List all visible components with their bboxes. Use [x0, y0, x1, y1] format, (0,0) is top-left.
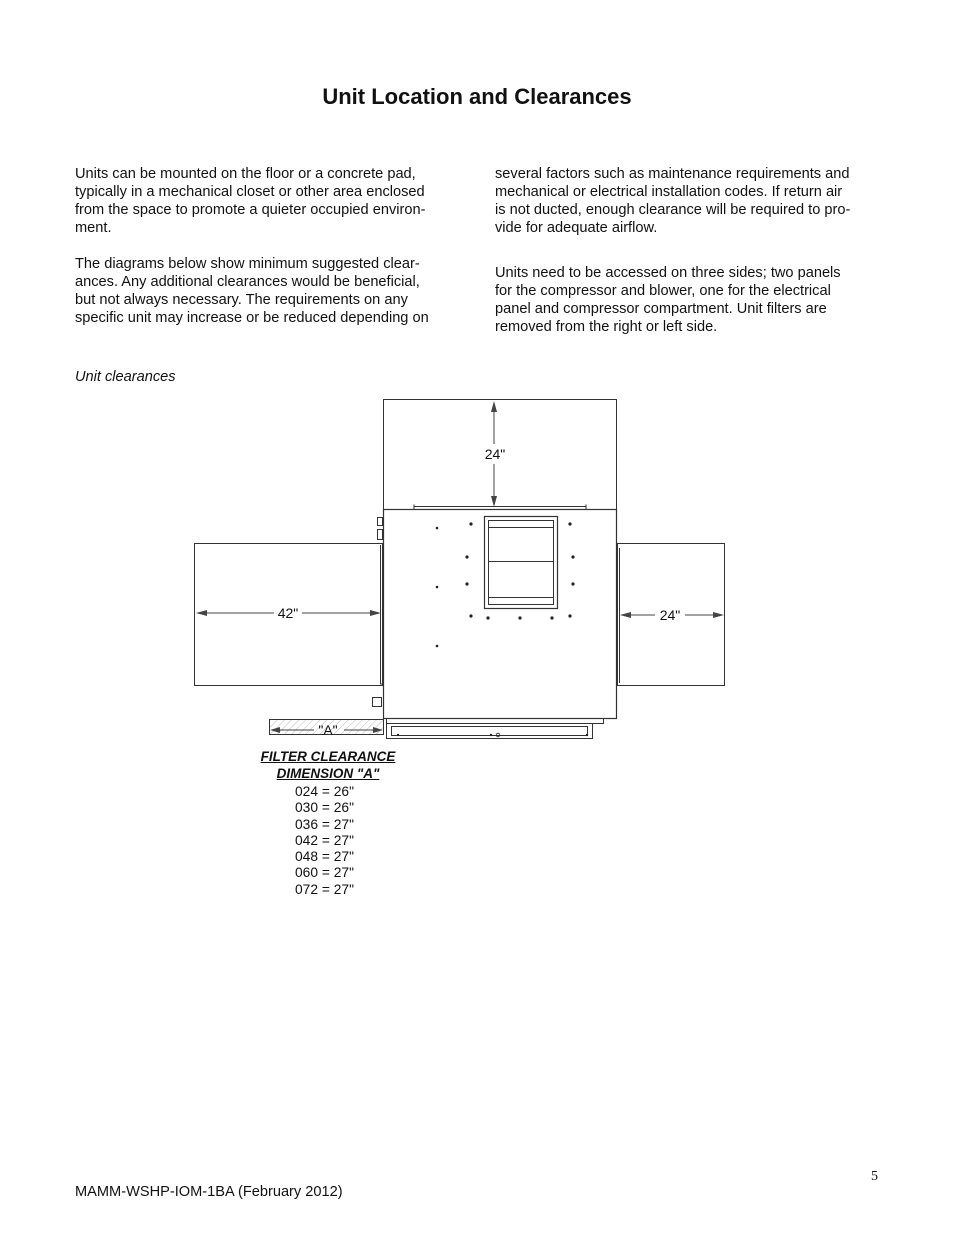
filter-row: 042 = 27": [295, 832, 354, 848]
text-line: ment.: [75, 220, 112, 236]
text-line: The diagrams below show minimum suggested clear-: [75, 256, 420, 272]
text-line: but not always necessary. The requirements on any: [75, 292, 408, 308]
text-line: Units need to be accessed on three sides; two panels: [495, 265, 841, 281]
filter-dimension-list: [295, 784, 354, 898]
page-number: 5: [871, 1169, 878, 1184]
filter-row: 048 = 27": [295, 849, 354, 865]
filter-table-heading-2: DIMENSION "A": [276, 766, 380, 781]
electrical-knockout: [373, 698, 382, 707]
blower-opening: [485, 517, 558, 609]
left-clearance-label: 42": [277, 605, 299, 621]
base-rail: [387, 719, 604, 724]
filter-row: 072 = 27": [295, 881, 354, 897]
text-line: ances. Any additional clearances would be beneficial,: [75, 274, 420, 290]
text-line: Units can be mounted on the floor or a concrete pad,: [75, 166, 416, 182]
text-line: several factors such as maintenance requirements and: [495, 166, 850, 182]
text-line: from the space to promote a quieter occupied environ-: [75, 202, 426, 218]
filter-row: 024 = 26": [295, 784, 354, 799]
document-footer: MAMM-WSHP-IOM-1BA (February 2012): [75, 1184, 343, 1200]
filter-row: 036 = 27": [295, 816, 354, 832]
text-line: typically in a mechanical closet or other area enclosed: [75, 184, 425, 200]
page-title: Unit Location and Clearances: [322, 84, 632, 109]
filter-row: 060 = 27": [295, 865, 354, 881]
text-line: mechanical or electrical installation codes. If return air: [495, 184, 843, 200]
filter-rack: [387, 724, 593, 739]
text-line: is not ducted, enough clearance will be required to pro-: [495, 202, 851, 218]
text-line: removed from the right or left side.: [495, 319, 718, 335]
text-line: vide for adequate airflow.: [495, 220, 658, 236]
unit-body: [384, 510, 617, 719]
text-line: specific unit may increase or be reduced depending on: [75, 310, 429, 326]
text-line: panel and compressor compartment. Unit filters are: [495, 301, 827, 317]
unit-fasteners: [397, 522, 588, 736]
filter-table-heading-1: FILTER CLEARANCE: [260, 749, 396, 764]
top-clearance-label: 24": [484, 446, 506, 462]
text-line: for the compressor and blower, one for the electrical: [495, 283, 831, 299]
left-fitting: [378, 518, 383, 526]
filter-row: 030 = 26": [295, 800, 354, 816]
figure-caption: Unit clearances: [75, 369, 176, 385]
filter-dimension-label: "A": [318, 722, 338, 738]
right-clearance-label: 24": [659, 607, 681, 623]
